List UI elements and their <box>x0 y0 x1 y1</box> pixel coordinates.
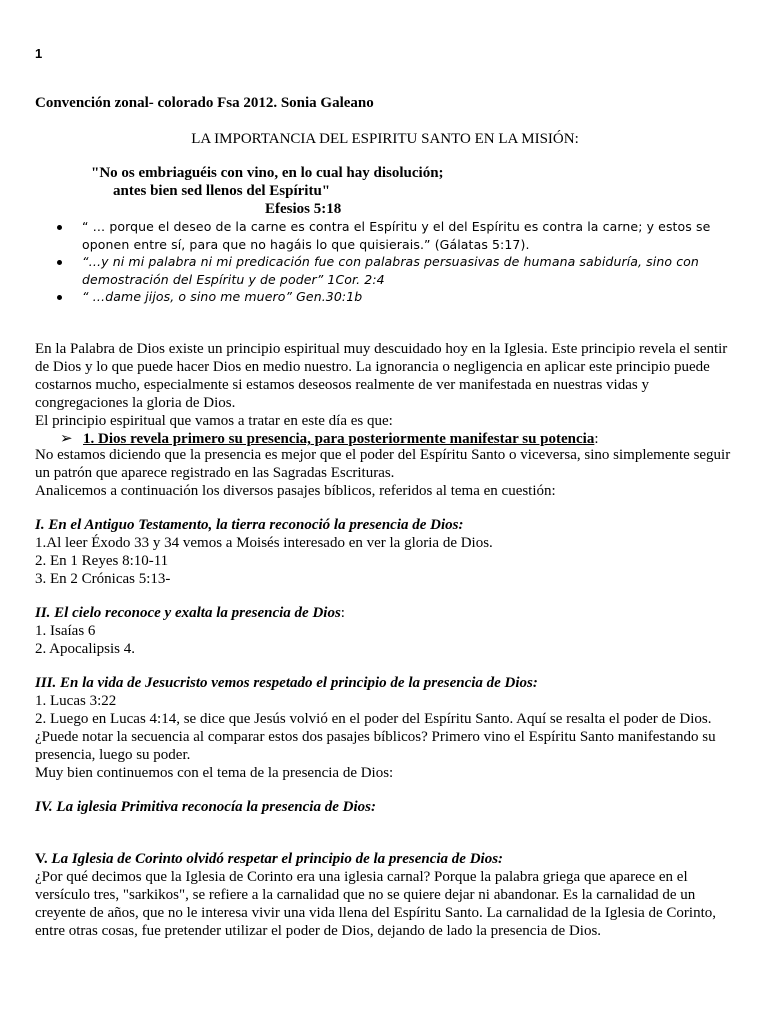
section-1-heading: I. En el Antiguo Testamento, la tierra reconoció la presencia de Dios: <box>35 517 464 533</box>
bullet-item: “ … porque el deseo de la carne es contra el Espíritu y el del Espíritu es contra la carne; y estos se oponen entre sí, para que no hagáis lo que quisierais.” (Gálatas 5:17). <box>35 218 735 253</box>
document-header: Convención zonal- colorado Fsa 2012. Sonia Galeano <box>35 95 374 111</box>
section-5-paragraph: ¿Por qué decimos que la Iglesia de Corinto era una iglesia carnal? Porque la palabra griega que aparece en el versículo tres, "sarkikos", se refiere a la carnalidad que no se quiere dejar ni abandonar. Es la carnalidad de un creyente de años, que no le interesa vivir una vida llena del Espíritu Santo. La carnalidad de la Iglesia de Corinto, entre otras cosas, fue pretender utilizar el poder de Dios, dejando de lado la presencia de Dios. <box>35 869 717 939</box>
page-number: 1 <box>35 46 43 61</box>
section-2-item: 1. Isaías 6 <box>35 623 96 639</box>
section-1-item: 1.Al leer Éxodo 33 y 34 vemos a Moisés interesado en ver la gloria de Dios. <box>35 535 493 551</box>
intro-paragraph: En la Palabra de Dios existe un principio espiritual muy descuidado hoy en la Iglesia. Este principio revela el sentir de Dios y lo que puede hacer Dios en medio nuestro. La ignorancia o negligencia en aplicar este principio puede costarnos mucho, especialmente si estamos deseosos realmente de ver manifestada en nuestras vidas y congregaciones la gloria de Dios. <box>35 341 728 411</box>
section-3-question: ¿Puede notar la secuencia al comparar estos dos pasajes bíblicos? Primero vino el Espíritu Santo manifestando su presencia, luego su poder. <box>35 729 716 763</box>
analyze-text: Analicemos a continuación los diversos pasajes bíblicos, referidos al tema en cuestión: <box>35 483 556 499</box>
verse-line-2: antes bien sed llenos del Espíritu" <box>113 183 331 199</box>
document-title: LA IMPORTANCIA DEL ESPIRITU SANTO EN LA MISIÓN: <box>191 131 579 147</box>
section-3-continue: Muy bien continuemos con el tema de la presencia de Dios: <box>35 765 394 781</box>
bullet-item: “…y ni mi palabra ni mi predicación fue con palabras persuasivas de humana sabiduría, sino con demostración del Espíritu y de poder” 1Cor. 2:4 <box>35 253 735 288</box>
section-1-item: 2. En 1 Reyes 8:10-11 <box>35 553 169 569</box>
section-3-heading: III. En la vida de Jesucristo vemos respetado el principio de la presencia de Dios: <box>35 675 538 691</box>
section-2-heading: II. El cielo reconoce y exalta la presencia de Dios: <box>35 605 345 621</box>
section-1-item: 3. En 2 Crónicas 5:13- <box>35 571 171 587</box>
section-2-item: 2. Apocalipsis 4. <box>35 641 135 657</box>
arrow-bullet-icon: ➢ <box>60 431 73 447</box>
bullet-item: “ …dame jijos, o sino me muero” Gen.30:1b <box>35 288 735 306</box>
section-5-heading: V. La Iglesia de Corinto olvidó respetar el principio de la presencia de Dios: <box>35 851 504 867</box>
principle-text: 1. Dios revela primero su presencia, para posteriormente manifestar su potencia <box>83 431 595 447</box>
principle-intro: El principio espiritual que vamos a tratar en este día es que: <box>35 413 393 429</box>
principle-explanation: No estamos diciendo que la presencia es mejor que el poder del Espíritu Santo o viceversa, sino simplemente seguir un patrón que aparece registrado en las Sagradas Escrituras. <box>35 447 731 481</box>
verse-reference: Efesios 5:18 <box>265 201 342 217</box>
principle-heading: ➢ 1. Dios revela primero su presencia, para posteriormente manifestar su potencia: <box>60 431 599 447</box>
section-3-item: 2. Luego en Lucas 4:14, se dice que Jesús volvió en el poder del Espíritu Santo. Aquí se resalta el poder de Dios. <box>35 711 712 727</box>
bullet-list <box>35 218 735 306</box>
verse-line-1: "No os embriaguéis con vino, en lo cual hay disolución; <box>91 165 444 181</box>
section-3-item: 1. Lucas 3:22 <box>35 693 117 709</box>
section-4-heading: IV. La iglesia Primitiva reconocía la presencia de Dios: <box>35 799 376 815</box>
